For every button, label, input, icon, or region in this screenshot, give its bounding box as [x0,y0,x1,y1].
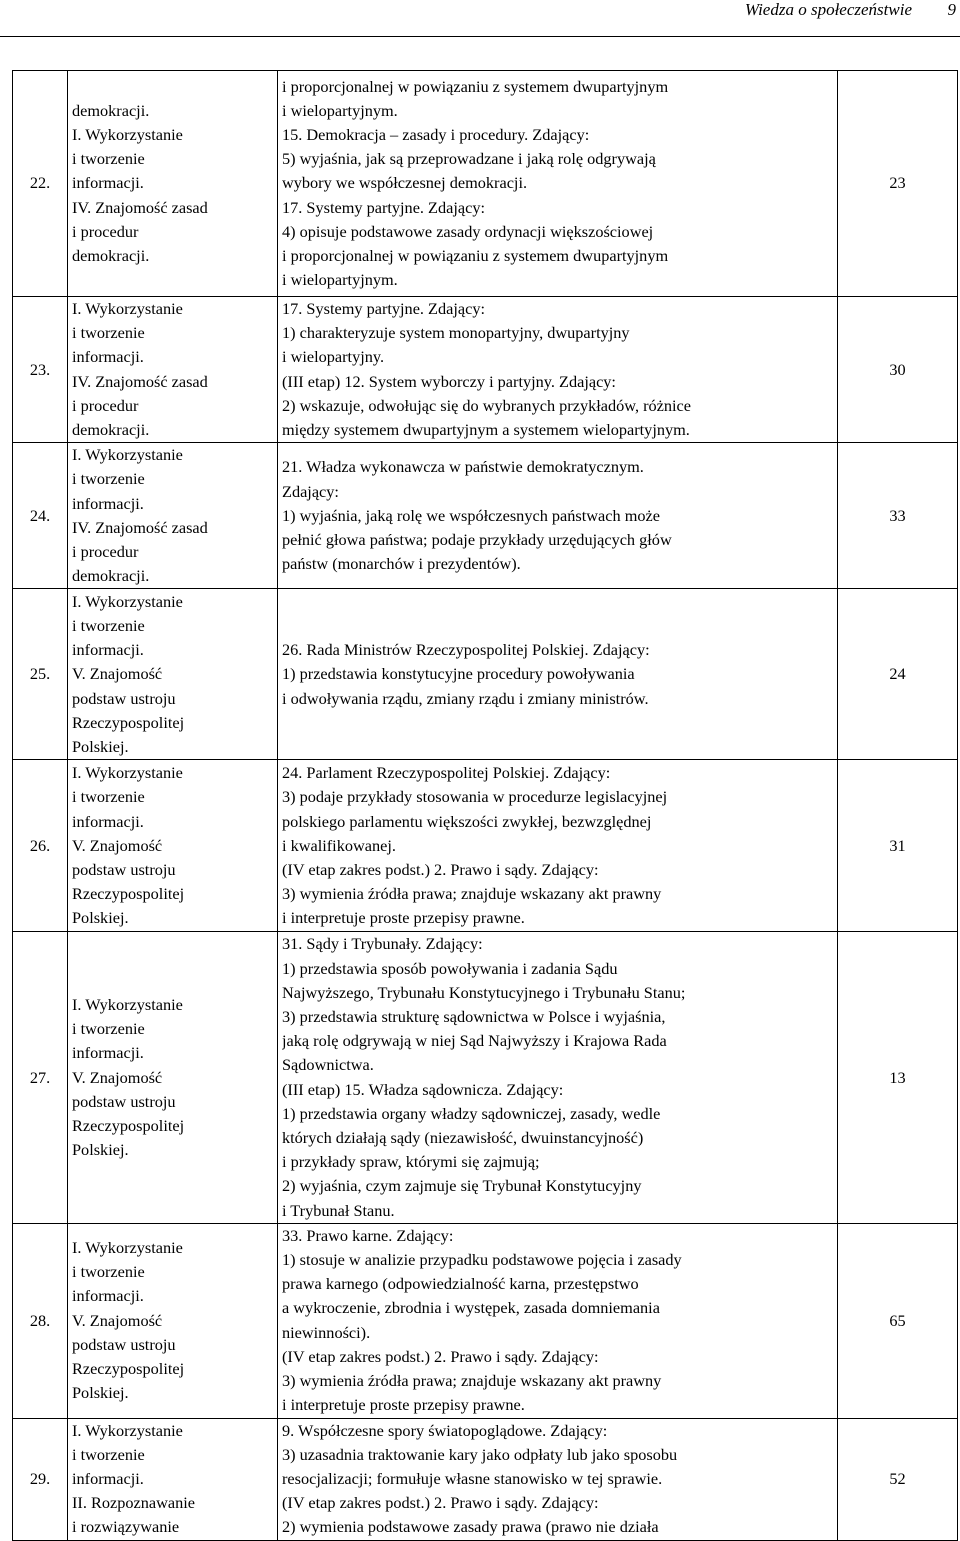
requirements-cell [68,1223,278,1418]
page-header [0,0,960,24]
row-number: 26. [13,760,68,932]
requirement-line: informacji. [72,640,144,660]
table-row [13,932,958,1223]
requirement-line: i tworzenie [72,469,145,489]
content-line: 1) stosuje w analizie przypadku podstawowe pojęcia i zasady [282,1250,682,1270]
requirement-line: demokracji. [72,100,150,120]
task-number: 13 [838,932,958,1223]
requirement-line: I. Wykorzystanie [72,299,183,318]
requirements-cell [68,443,278,589]
content-line: 3) podaje przykłady stosowania w procedurze legislacyjnej [282,787,668,807]
content-line: 1) charakteryzuje system monopartyjny, dwupartyjny [282,323,630,343]
content-line: i proporcjonalnej w powiązaniu z systemem dwupartyjnym [282,76,669,96]
requirement-line: informacji. [72,811,144,831]
requirement-line: I. Wykorzystanie [72,124,183,144]
content-line: polskiego parlamentu większości zwykłej, bezwzględnej [282,811,652,831]
table-row [13,443,958,589]
content-cell [278,932,838,1223]
requirement-line: II. Rozpoznawanie [72,1493,195,1513]
requirement-line: i tworzenie [72,615,145,635]
row-number: 22. [13,71,68,297]
content-line: (III etap) 15. Władza sądownicza. Zdający: [282,1079,564,1099]
content-cell [278,297,838,443]
content-line: 15. Demokracja – zasady i procedury. Zdający: [282,124,590,144]
requirement-line: i procedur [72,542,139,562]
content-line: 26. Rada Ministrów Rzeczypospolitej Polskiej. Zdający: [282,640,650,660]
requirement-line: demokracji. [72,566,150,586]
content-line: 17. Systemy partyjne. Zdający: [282,299,486,318]
content-line: i kwalifikowanej. [282,835,396,855]
content-line: Zdający: [282,481,339,501]
content-line: a wykroczenie, zbrodnia i występek, zasada domniemania [282,1298,660,1318]
task-number: 23 [838,71,958,297]
content-line: i interpretuje proste przepisy prawne. [282,908,525,928]
content-line: 31. Sądy i Trybunały. Zdający: [282,934,483,954]
content-line: pełnić głowa państwa; podaje przykłady urzędujących głów [282,529,672,549]
header-rule [0,36,960,37]
requirement-line: podstaw ustroju [72,688,176,708]
requirements-cell [68,1418,278,1540]
content-line: 3) wymienia źródła prawa; znajduje wskazany akt prawny [282,884,662,904]
requirement-line: Polskiej. [72,908,129,928]
requirement-line: I. Wykorzystanie [72,1237,183,1257]
header-title: Wiedza o społeczeństwie [744,0,912,19]
content-line: 5) wyjaśnia, jak są przeprowadzane i jaką rolę odgrywają [282,149,656,169]
row-number: 23. [13,297,68,443]
content-line: prawa karnego (odpowiedzialność karna, przestępstwo [282,1274,639,1294]
requirement-line: i rozwiązywanie [72,1517,180,1537]
content-line: i przykłady spraw, którymi się zajmują; [282,1152,540,1172]
requirement-line: IV. Znajomość zasad [72,517,208,537]
content-line: 2) wskazuje, odwołując się do wybranych przykładów, różnice [282,395,692,415]
requirement-line: V. Znajomość [72,1067,163,1087]
content-line: 33. Prawo karne. Zdający: [282,1225,454,1245]
table-row [13,71,958,297]
content-line: 1) przedstawia organy władzy sądowniczej, zasady, wedle [282,1103,661,1123]
requirement-line: I. Wykorzystanie [72,591,183,611]
requirement-line: podstaw ustroju [72,1334,176,1354]
content-line: państw (monarchów i prezydentów). [282,554,521,574]
content-line: i proporcjonalnej w powiązaniu z systemem dwupartyjnym [282,246,669,265]
content-cell [278,1418,838,1540]
task-number: 30 [838,297,958,443]
requirement-line: informacji. [72,1286,144,1306]
content-line: (IV etap zakres podst.) 2. Prawo i sądy. Zdający: [282,860,599,880]
requirement-line: demokracji. [72,420,150,440]
row-number: 29. [13,1418,68,1540]
content-line: (IV etap zakres podst.) 2. Prawo i sądy. Zdający: [282,1493,599,1513]
requirement-line: i tworzenie [72,1019,145,1039]
content-line: i wielopartyjnym. [282,270,398,290]
requirement-line: Polskiej. [72,736,129,756]
requirement-line: i tworzenie [72,1444,145,1464]
requirement-line: V. Znajomość [72,835,163,855]
requirement-line: I. Wykorzystanie [72,763,183,783]
content-line: resocjalizacji; formułuje własne stanowisko w tej sprawie. [282,1468,663,1488]
requirement-line: informacji. [72,173,144,193]
requirement-line: demokracji. [72,246,150,265]
requirement-line: i tworzenie [72,149,145,169]
content-line: wybory we współczesnej demokracji. [282,173,528,193]
requirement-line: V. Znajomość [72,664,163,684]
requirement-line: i procedur [72,221,139,241]
content-cell [278,760,838,932]
requirement-line: IV. Znajomość zasad [72,197,208,217]
task-number: 24 [838,589,958,760]
content-line: 24. Parlament Rzeczypospolitej Polskiej. Zdający: [282,763,611,783]
content-line: 1) przedstawia sposób powoływania i zadania Sądu [282,958,618,978]
content-line: i odwoływania rządu, zmiany rządu i zmiany ministrów. [282,688,649,708]
requirement-line: informacji. [72,493,144,513]
row-number: 28. [13,1223,68,1418]
page-number: 9 [947,0,956,19]
table-row [13,1223,958,1418]
content-line: 3) przedstawia strukturę sądownictwa w Polsce i wyjaśnia, [282,1007,666,1027]
content-line: 17. Systemy partyjne. Zdający: [282,197,486,217]
table-row [13,760,958,932]
requirement-line: V. Znajomość [72,1310,163,1330]
content-line: 3) wymienia źródła prawa; znajduje wskazany akt prawny [282,1371,662,1391]
content-line: 9. Współczesne spory światopoglądowe. Zdający: [282,1420,608,1440]
requirements-cell [68,932,278,1223]
requirement-line: informacji. [72,347,144,367]
requirement-line: podstaw ustroju [72,860,176,880]
task-number: 65 [838,1223,958,1418]
content-line: jaką rolę odgrywają w niej Sąd Najwyższy i Krajowa Rada [282,1031,667,1051]
requirements-cell [68,589,278,760]
requirement-line: i procedur [72,395,139,415]
requirement-line: Rzeczypospolitej [72,712,185,732]
content-line: 1) wyjaśnia, jaką rolę we współczesnych państwach może [282,505,660,525]
requirements-cell [68,71,278,297]
requirement-line: Rzeczypospolitej [72,884,185,904]
content-line: między systemem dwupartyjnym a systemem wielopartyjnym. [282,420,690,440]
requirement-line: i tworzenie [72,787,145,807]
content-line: Sądownictwa. [282,1055,374,1075]
table-row [13,1418,958,1540]
content-cell [278,71,838,297]
content-line: 1) przedstawia konstytucyjne procedury powoływania [282,664,635,684]
content-line: (III etap) 12. System wyborczy i partyjny. Zdający: [282,371,616,391]
table-row [13,297,958,443]
content-line: i interpretuje proste przepisy prawne. [282,1395,525,1415]
content-line: i wielopartyjny. [282,347,385,367]
requirement-line: informacji. [72,1043,144,1063]
table-row [13,589,958,760]
requirement-line: Rzeczypospolitej [72,1115,185,1135]
requirements-cell [68,760,278,932]
task-number: 52 [838,1418,958,1540]
requirement-line: podstaw ustroju [72,1091,176,1111]
content-line: których działają sądy (niezawisłość, dwuinstancyjność) [282,1128,644,1148]
content-line: Najwyższego, Trybunału Konstytucyjnego i Trybunału Stanu; [282,982,686,1002]
row-number: 25. [13,589,68,760]
content-line: niewinności). [282,1322,371,1342]
requirements-cell [68,297,278,443]
content-cell [278,589,838,760]
table-body [13,71,958,1541]
content-cell [278,1223,838,1418]
content-line: i Trybunał Stanu. [282,1200,395,1220]
requirement-line: i tworzenie [72,323,145,343]
requirement-line: I. Wykorzystanie [72,1420,183,1440]
content-line: 2) wyjaśnia, czym zajmuje się Trybunał Konstytucyjny [282,1176,642,1196]
content-line: i wielopartyjnym. [282,100,398,120]
content-line: 3) uzasadnia traktowanie kary jako odpłaty lub jako sposobu [282,1444,678,1464]
requirement-line: IV. Znajomość zasad [72,371,208,391]
content-cell [278,443,838,589]
requirement-line: Rzeczypospolitej [72,1358,185,1378]
requirement-line: i tworzenie [72,1262,145,1282]
requirement-line: informacji. [72,1468,144,1488]
requirement-line: I. Wykorzystanie [72,994,183,1014]
requirement-line: Polskiej. [72,1140,129,1160]
content-line: (IV etap zakres podst.) 2. Prawo i sądy. Zdający: [282,1346,599,1366]
content-line: 4) opisuje podstawowe zasady ordynacji większościowej [282,221,654,241]
requirement-line: Polskiej. [72,1383,129,1403]
task-number: 31 [838,760,958,932]
requirements-table [12,70,958,1541]
requirement-line: I. Wykorzystanie [72,445,183,465]
row-number: 27. [13,932,68,1223]
content-line: 21. Władza wykonawcza w państwie demokratycznym. [282,457,644,477]
task-number: 33 [838,443,958,589]
row-number: 24. [13,443,68,589]
content-line: 2) wymienia podstawowe zasady prawa (prawo nie działa [282,1517,659,1537]
